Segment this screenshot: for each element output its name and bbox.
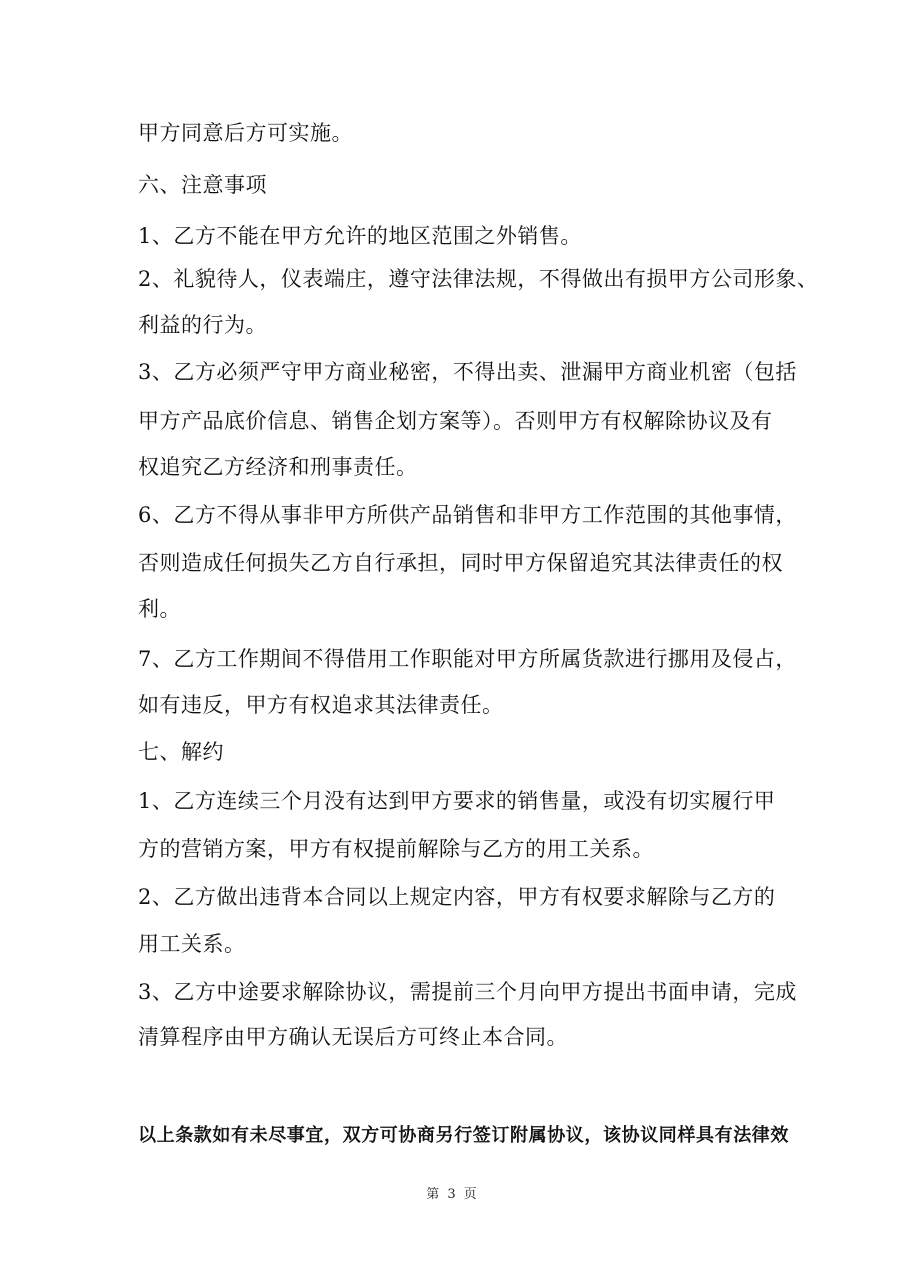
text-line: 清算程序由甲方确认无误后方可终止本合同。 <box>138 1025 568 1049</box>
section-heading: 六、注意事项 <box>138 173 267 197</box>
text-line: 利。 <box>138 597 181 621</box>
text-line: 方的营销方案，甲方有权提前解除与乙方的用工关系。 <box>138 837 654 861</box>
text-line: 3、乙方中途要求解除协议，需提前三个月向甲方提出书面申请，完成 <box>138 980 797 1004</box>
page-number: 第 3 页 <box>426 1187 479 1202</box>
text-line: 3、乙方必须严守甲方商业秘密，不得出卖、泄漏甲方商业机密（包括 <box>138 360 797 384</box>
closing-clause: 以上条款如有未尽事宜，双方可协商另行签订附属协议，该协议同样具有法律效 <box>138 1125 789 1146</box>
section-heading: 七、解约 <box>138 740 224 764</box>
text-line: 甲方同意后方可实施。 <box>138 121 353 145</box>
text-line: 用工关系。 <box>138 932 246 956</box>
text-line: 2、礼貌待人，仪表端庄，遵守法律法规，不得做出有损甲方公司形象、 <box>138 267 819 291</box>
text-line: 利益的行为。 <box>138 313 267 337</box>
text-line: 否则造成任何损失乙方自行承担，同时甲方保留追究其法律责任的权 <box>138 551 783 575</box>
text-line: 权追究乙方经济和刑事责任。 <box>138 455 418 479</box>
text-line: 如有违反，甲方有权追求其法律责任。 <box>138 693 504 717</box>
text-line: 7、乙方工作期间不得借用工作职能对甲方所属货款进行挪用及侵占， <box>138 647 797 671</box>
text-line: 甲方产品底价信息、销售企划方案等）。否则甲方有权解除协议及有 <box>138 409 773 433</box>
text-line: 2、乙方做出违背本合同以上规定内容，甲方有权要求解除与乙方的 <box>138 885 776 909</box>
text-line: 1、乙方连续三个月没有达到甲方要求的销售量，或没有切实履行甲 <box>138 789 776 813</box>
text-line: 6、乙方不得从事非甲方所供产品销售和非甲方工作范围的其他事情， <box>138 503 797 527</box>
text-line: 1、乙方不能在甲方允许的地区范围之外销售。 <box>138 224 582 248</box>
